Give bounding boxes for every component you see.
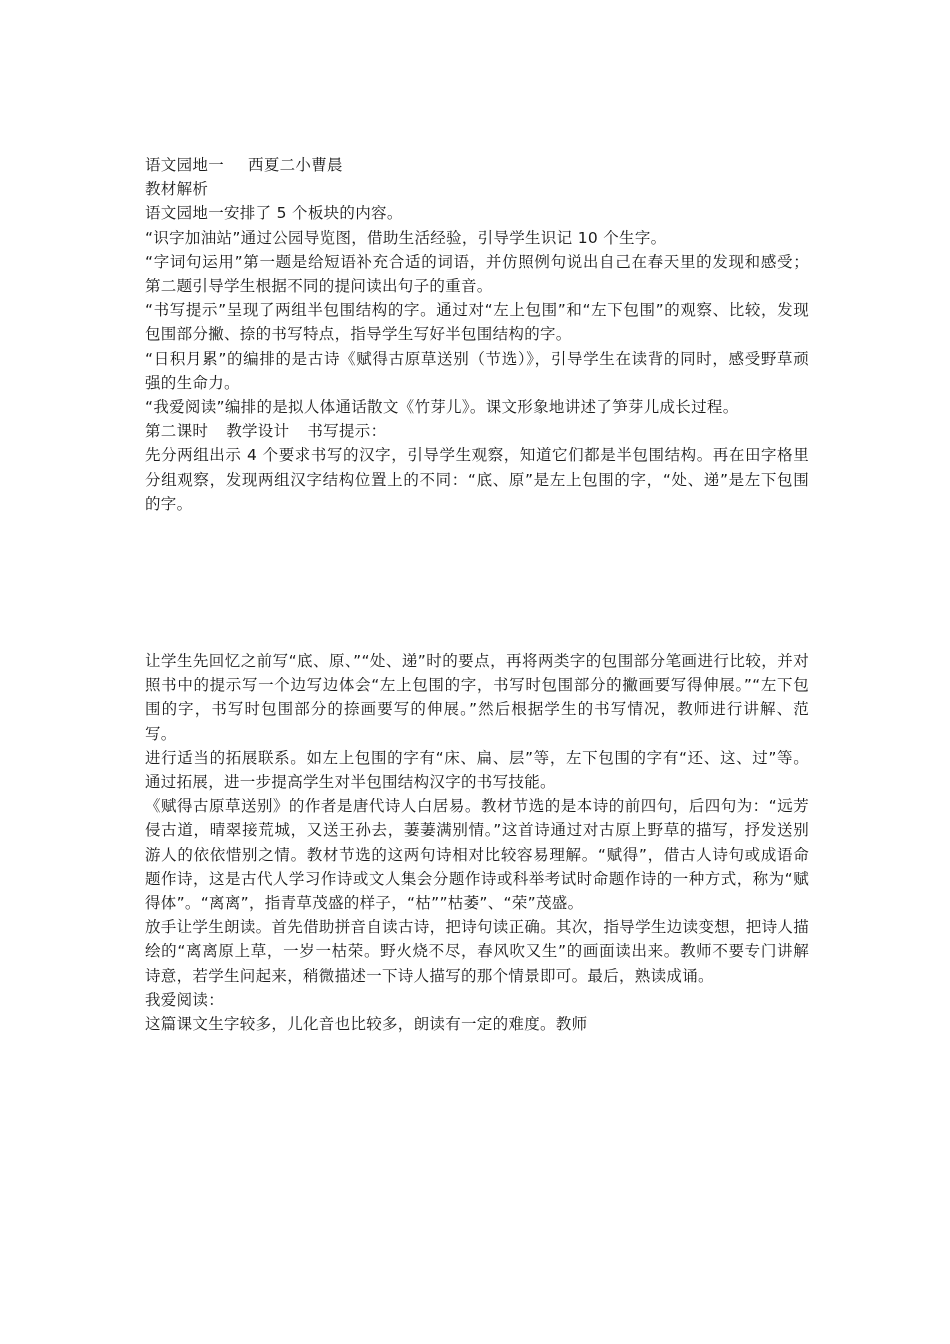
paragraph: 语文园地一安排了 5 个板块的内容。 <box>145 204 403 223</box>
lesson-heading-part: 第二课时 <box>145 422 209 441</box>
text-block-bottom <box>145 649 809 1036</box>
text-block-top <box>145 153 809 516</box>
paragraph: 先分两组出示 4 个要求书写的汉字，引导学生观察，知道它们都是半包围结构。再在田字格里分组观察，发现两组汉字结构位置上的不同：“底、原”是左上包围的字，“处、递”是左下包围的字。 <box>145 446 809 513</box>
paragraph: “我爱阅读”编排的是拟人体通话散文《竹芽儿》。课文形象地讲述了笋芽儿成长过程。 <box>145 398 739 417</box>
paragraph: “日积月累”的编排的是古诗《赋得古原草送别（节选）》，引导学生在读背的同时，感受野草顽强的生命力。 <box>145 349 809 392</box>
paragraph: “识字加油站”通过公园导览图，借助生活经验，引导学生识记 10 个生字。 <box>145 228 667 247</box>
paragraph: “字词句运用”第一题是给短语补充合适的词语，并仿照例句说出自己在春天里的发现和感受；第二题引导学生根据不同的提问读出句子的重音。 <box>145 252 809 296</box>
section-heading: 教材解析 <box>145 180 209 199</box>
paragraph: 《赋得古原草送别》的作者是唐代诗人白居易。教材节选的是本诗的前四句，后四句为：“远芳侵古道，晴翠接荒城，又送王孙去，萋萋满别情。”这首诗通过对古原上野草的描写，抒发送别游人的依依惜别之情。教材节选的这两句诗相对比较容易理解。“赋得”，借古人诗句或成语命题作诗，这是古代人学习作诗或文人集会分题作诗或科举考试时命题作诗的一种方式，称为“赋得体”。“离离”，指青草茂盛的样子，“枯””枯萎”、“荣”茂盛。 <box>145 797 809 913</box>
lesson-heading <box>145 419 809 443</box>
section-heading: 我爱阅读： <box>145 990 225 1009</box>
paragraph: 这篇课文生字较多，儿化音也比较多，朗读有一定的难度。教师 <box>145 1015 588 1034</box>
paragraph: 放手让学生朗读。首先借助拼音自读古诗，把诗句读正确。其次，指导学生边读变想，把诗人描绘的“离离原上草，一岁一枯荣。野火烧不尽，春风吹又生”的画面读出来。教师不要专门讲解诗意，若学生问起来，稍微描述一下诗人描写的那个情景即可。最后，熟读成诵。 <box>145 918 809 985</box>
document-title-line <box>145 153 809 177</box>
document-title: 语文园地一 <box>145 156 225 174</box>
paragraph: 进行适当的拓展联系。如左上包围的字有“床、扁、层”等，左下包围的字有“还、这、过”等。通过拓展，进一步提高学生对半包围结构汉字的书写技能。 <box>145 748 809 792</box>
paragraph: 让学生先回忆之前写“底、原、”“处、递”时的要点，再将两类字的包围部分笔画进行比较，并对照书中的提示写一个边写边体会“左上包围的字，书写时包围部分的撇画要写得伸展。”“左下包围的字，书写时包围部分的捺画要写的伸展。”然后根据学生的书写情况，教师进行讲解、范写。 <box>145 652 809 743</box>
author-line: 西夏二小曹晨 <box>248 156 343 174</box>
paragraph: “书写提示”呈现了两组半包围结构的字。通过对“左上包围”和“左下包围”的观察、比较，发现包围部分撇、捺的书写特点，指导学生写好半包围结构的字。 <box>145 301 809 344</box>
lesson-heading-part: 书写提示： <box>307 422 387 441</box>
lesson-heading-part: 教学设计 <box>226 422 290 441</box>
